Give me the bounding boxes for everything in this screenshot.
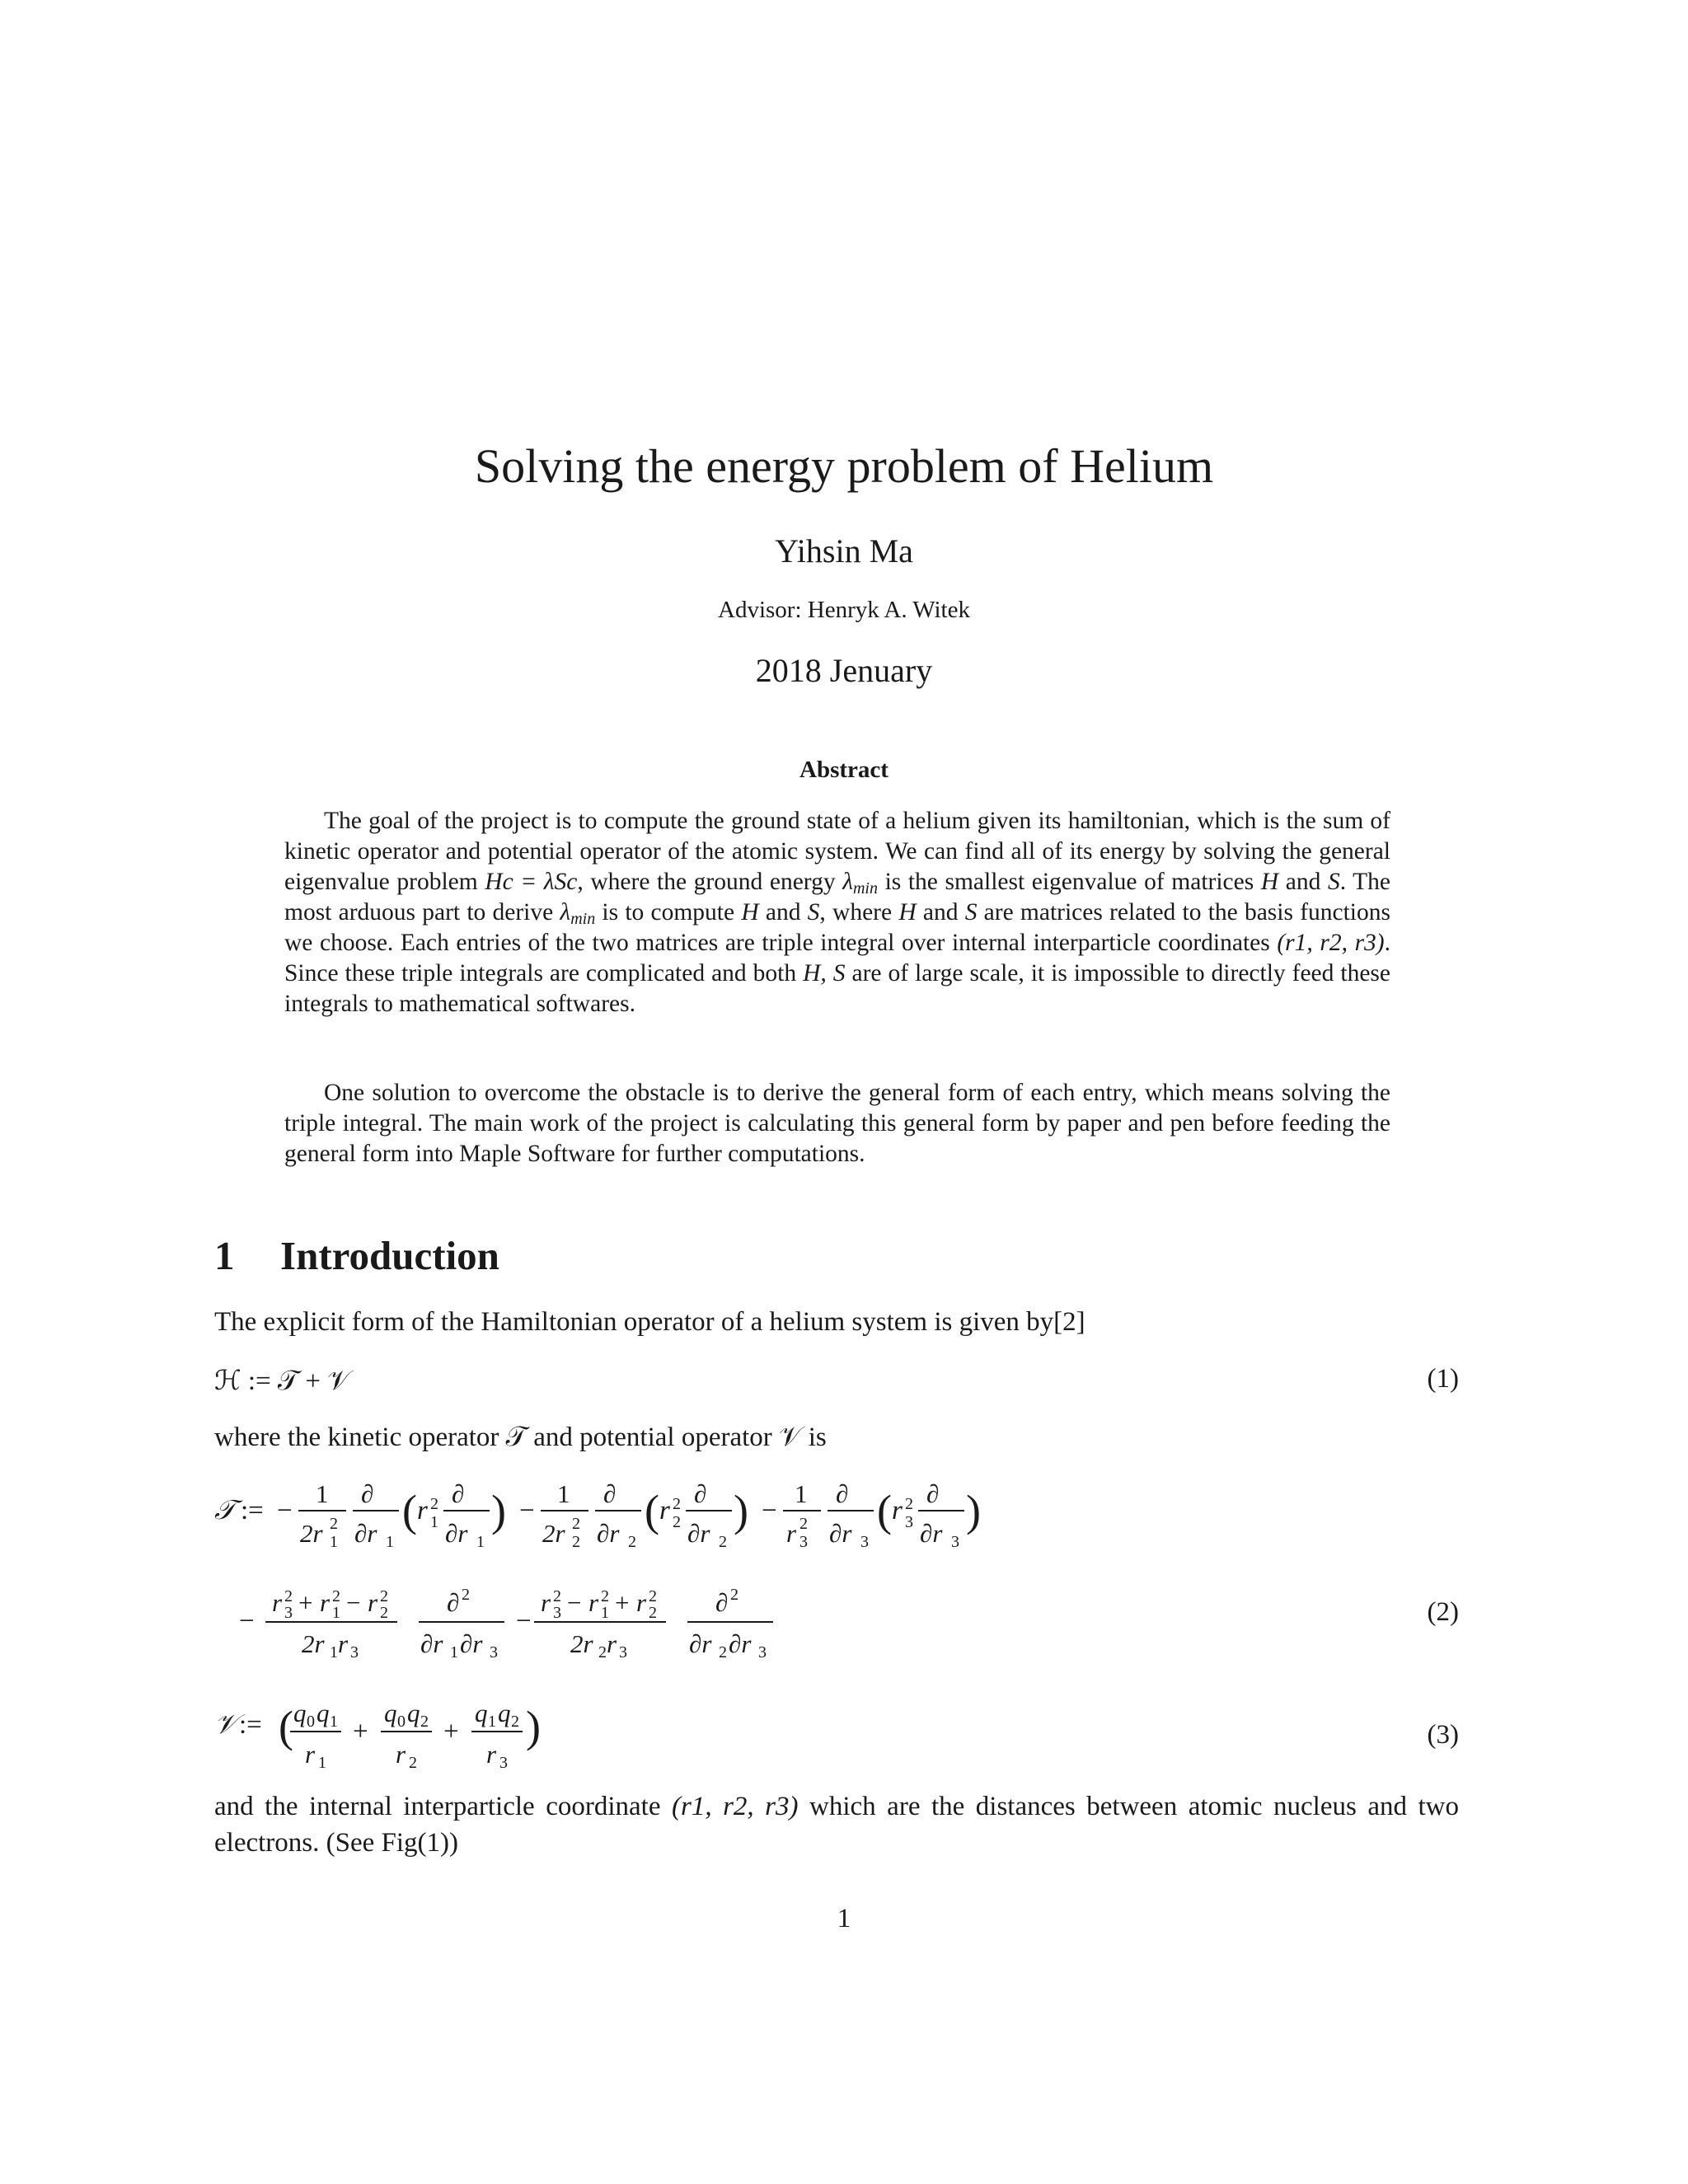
svg-text:q: q	[316, 1699, 330, 1727]
svg-text:∂: ∂	[926, 1479, 940, 1508]
svg-text:r: r	[541, 1588, 551, 1617]
svg-text:r: r	[338, 1629, 349, 1658]
svg-text:3: 3	[905, 1513, 913, 1531]
svg-text:): )	[526, 1702, 541, 1751]
svg-text:2: 2	[598, 1643, 607, 1661]
section-title: Introduction	[280, 1233, 499, 1278]
svg-text:2r: 2r	[570, 1629, 593, 1658]
svg-text:∂: ∂	[836, 1479, 849, 1508]
svg-text:1: 1	[330, 1533, 338, 1551]
svg-text:∂: ∂	[361, 1479, 374, 1508]
svg-text:−: −	[239, 1606, 255, 1636]
svg-text:1: 1	[330, 1643, 338, 1661]
intro-paragraph-1: The explicit form of the Hamiltonian operator of a helium system is given by[2]	[214, 1307, 1085, 1337]
svg-text:r: r	[892, 1496, 903, 1526]
svg-text:3: 3	[553, 1604, 561, 1622]
svg-text:q: q	[407, 1699, 420, 1727]
svg-text:2: 2	[601, 1587, 609, 1605]
svg-text:2: 2	[673, 1513, 681, 1531]
svg-text:): )	[491, 1486, 506, 1535]
svg-text:): )	[966, 1486, 981, 1535]
svg-text:2: 2	[649, 1587, 657, 1605]
svg-text:𝒱: 𝒱	[214, 1710, 237, 1740]
svg-text:∂r: ∂r	[729, 1629, 752, 1658]
svg-text:−: −	[762, 1496, 777, 1526]
svg-text:2: 2	[719, 1643, 727, 1661]
advisor-line: Advisor: Henryk A. Witek	[718, 597, 970, 623]
svg-text:2: 2	[719, 1533, 727, 1551]
svg-text:1: 1	[450, 1643, 458, 1661]
abstract-heading: Abstract	[799, 757, 889, 783]
svg-text:q: q	[293, 1699, 307, 1727]
svg-text:1: 1	[795, 1479, 808, 1508]
svg-text:2: 2	[553, 1587, 561, 1605]
svg-text:1: 1	[332, 1604, 340, 1622]
svg-text:r: r	[786, 1519, 797, 1548]
author-name: Yihsin Ma	[775, 532, 913, 569]
svg-text:∂: ∂	[603, 1479, 617, 1508]
svg-text:2: 2	[420, 1713, 429, 1731]
svg-text:∂r: ∂r	[687, 1519, 710, 1548]
svg-text:1: 1	[318, 1754, 326, 1772]
svg-text::=: :=	[241, 1496, 264, 1526]
page-number: 1	[837, 1904, 851, 1933]
svg-text:(: (	[402, 1486, 417, 1535]
svg-text:r: r	[486, 1740, 497, 1769]
svg-text:∂r: ∂r	[597, 1519, 620, 1548]
svg-text:+: +	[298, 1588, 313, 1617]
svg-text:r: r	[305, 1740, 316, 1769]
svg-text:2: 2	[380, 1604, 388, 1622]
svg-text:1: 1	[330, 1713, 338, 1731]
svg-text:r: r	[588, 1588, 599, 1617]
svg-text:2: 2	[430, 1495, 438, 1513]
svg-text:3: 3	[758, 1643, 767, 1661]
svg-text:1: 1	[316, 1479, 329, 1508]
equation-2	[206, 1463, 1030, 1661]
svg-text:3: 3	[860, 1533, 869, 1551]
svg-text:2: 2	[332, 1587, 340, 1605]
paper-title: Solving the energy problem of Helium	[474, 439, 1214, 493]
svg-text:3: 3	[350, 1643, 359, 1661]
svg-text:∂: ∂	[452, 1479, 465, 1508]
svg-text:2: 2	[799, 1515, 808, 1533]
svg-text:r: r	[396, 1740, 406, 1769]
svg-text:r: r	[368, 1588, 378, 1617]
svg-text:q: q	[475, 1699, 488, 1727]
svg-text:1: 1	[601, 1604, 609, 1622]
svg-text:−: −	[346, 1588, 361, 1617]
section-number: 1	[214, 1233, 235, 1278]
svg-text:1: 1	[557, 1479, 570, 1508]
svg-text:−: −	[516, 1606, 532, 1636]
svg-text:2: 2	[380, 1587, 388, 1605]
svg-text:q: q	[498, 1699, 511, 1727]
svg-text:(: (	[877, 1486, 892, 1535]
equation-3-number: (3)	[1427, 1720, 1459, 1750]
svg-text:+: +	[353, 1717, 368, 1746]
intro-paragraph-3: and the internal interparticle coordinate (r1, r2, r3) which are the distances between atomic nucleus and two electrons. (See Fig(1))	[214, 1792, 1459, 1858]
svg-text:∂r: ∂r	[354, 1519, 377, 1548]
svg-text:0: 0	[397, 1713, 406, 1731]
paper-date: 2018 Jenuary	[755, 652, 933, 689]
svg-text:∂: ∂	[715, 1588, 729, 1617]
intro-paragraph-2: where the kinetic operator 𝒯 and potential operator 𝒱 is	[214, 1422, 827, 1452]
svg-text:∂r: ∂r	[460, 1629, 483, 1658]
svg-text:2: 2	[284, 1587, 293, 1605]
svg-text:r: r	[272, 1588, 283, 1617]
svg-text:2: 2	[409, 1754, 417, 1772]
svg-text:+: +	[615, 1588, 630, 1617]
equation-3	[206, 1694, 618, 1784]
svg-text:2: 2	[462, 1586, 470, 1604]
abstract-paragraph-1: The goal of the project is to compute the ground state of a helium given its hamiltonian, which is the sum of kinetic operator and potential operator of the atomic system. We can find all of its energy by solving the general eigenvalue problem Hc = λSc, where the ground energy $\lambda_{min}$ is the smallest eigenvalue of matrices H and S. The most arduous part to derive $\lambda_{min}$ is to compute H and S, where H and S are matrices related to the basis functions we choose. Each entries of the two matrices are triple integral over internal interparticle coordinates (r1, r2, r3). Since these triple integrals are complicated and both H, S are of large scale, it is impossible to directly feed these integrals to mathematical softwares.	[284, 808, 1390, 1017]
svg-text:q: q	[384, 1699, 397, 1727]
svg-text:3: 3	[284, 1604, 293, 1622]
svg-text:2r: 2r	[302, 1629, 325, 1658]
svg-text:∂: ∂	[447, 1588, 460, 1617]
svg-text:1: 1	[430, 1513, 438, 1531]
svg-text:2: 2	[649, 1604, 657, 1622]
svg-text:𝒯: 𝒯	[214, 1496, 236, 1526]
svg-text:−: −	[277, 1496, 293, 1526]
svg-text:r: r	[320, 1588, 331, 1617]
equation-1: ℋ := 𝒯 + 𝒱	[214, 1366, 350, 1396]
svg-text:+: +	[443, 1717, 459, 1746]
svg-text:r: r	[417, 1496, 428, 1526]
svg-text:3: 3	[619, 1643, 627, 1661]
svg-text:2: 2	[905, 1495, 913, 1513]
svg-text:1: 1	[386, 1533, 394, 1551]
svg-text:2: 2	[330, 1515, 338, 1533]
svg-text:2: 2	[511, 1713, 519, 1731]
svg-text:2r: 2r	[300, 1519, 323, 1548]
svg-text:∂r: ∂r	[689, 1629, 712, 1658]
svg-text:r: r	[636, 1588, 647, 1617]
svg-text:∂r: ∂r	[829, 1519, 852, 1548]
svg-text:3: 3	[499, 1754, 508, 1772]
svg-text:3: 3	[490, 1643, 498, 1661]
svg-text:r: r	[607, 1629, 617, 1658]
svg-text:1: 1	[476, 1533, 485, 1551]
svg-text:0: 0	[307, 1713, 315, 1731]
equation-1-number: (1)	[1427, 1364, 1459, 1394]
svg-text:2: 2	[730, 1586, 738, 1604]
equation-2-number: (2)	[1427, 1597, 1459, 1627]
svg-text:3: 3	[951, 1533, 959, 1551]
svg-text:): )	[734, 1486, 748, 1535]
svg-text:2: 2	[572, 1533, 580, 1551]
svg-text:(: (	[645, 1486, 659, 1535]
abstract-paragraph-2: One solution to overcome the obstacle is to derive the general form of each entry, which means solving the triple integral. The main work of the project is calculating this general form by paper and pen before feeding the general form into Maple Software for further computations.	[284, 1080, 1390, 1167]
svg-text:∂r: ∂r	[920, 1519, 943, 1548]
svg-text:2: 2	[628, 1533, 636, 1551]
svg-text:2: 2	[572, 1515, 580, 1533]
svg-text:r: r	[659, 1496, 670, 1526]
svg-text:∂: ∂	[694, 1479, 707, 1508]
svg-text:3: 3	[799, 1533, 808, 1551]
svg-text:2: 2	[673, 1495, 681, 1513]
svg-text:−: −	[567, 1588, 582, 1617]
svg-text:(: (	[279, 1702, 293, 1751]
svg-text:−: −	[519, 1496, 535, 1526]
svg-text:1: 1	[488, 1713, 496, 1731]
svg-text:∂r: ∂r	[445, 1519, 468, 1548]
svg-text::=: :=	[239, 1710, 262, 1740]
svg-text:∂r: ∂r	[420, 1629, 443, 1658]
svg-text:2r: 2r	[542, 1519, 565, 1548]
